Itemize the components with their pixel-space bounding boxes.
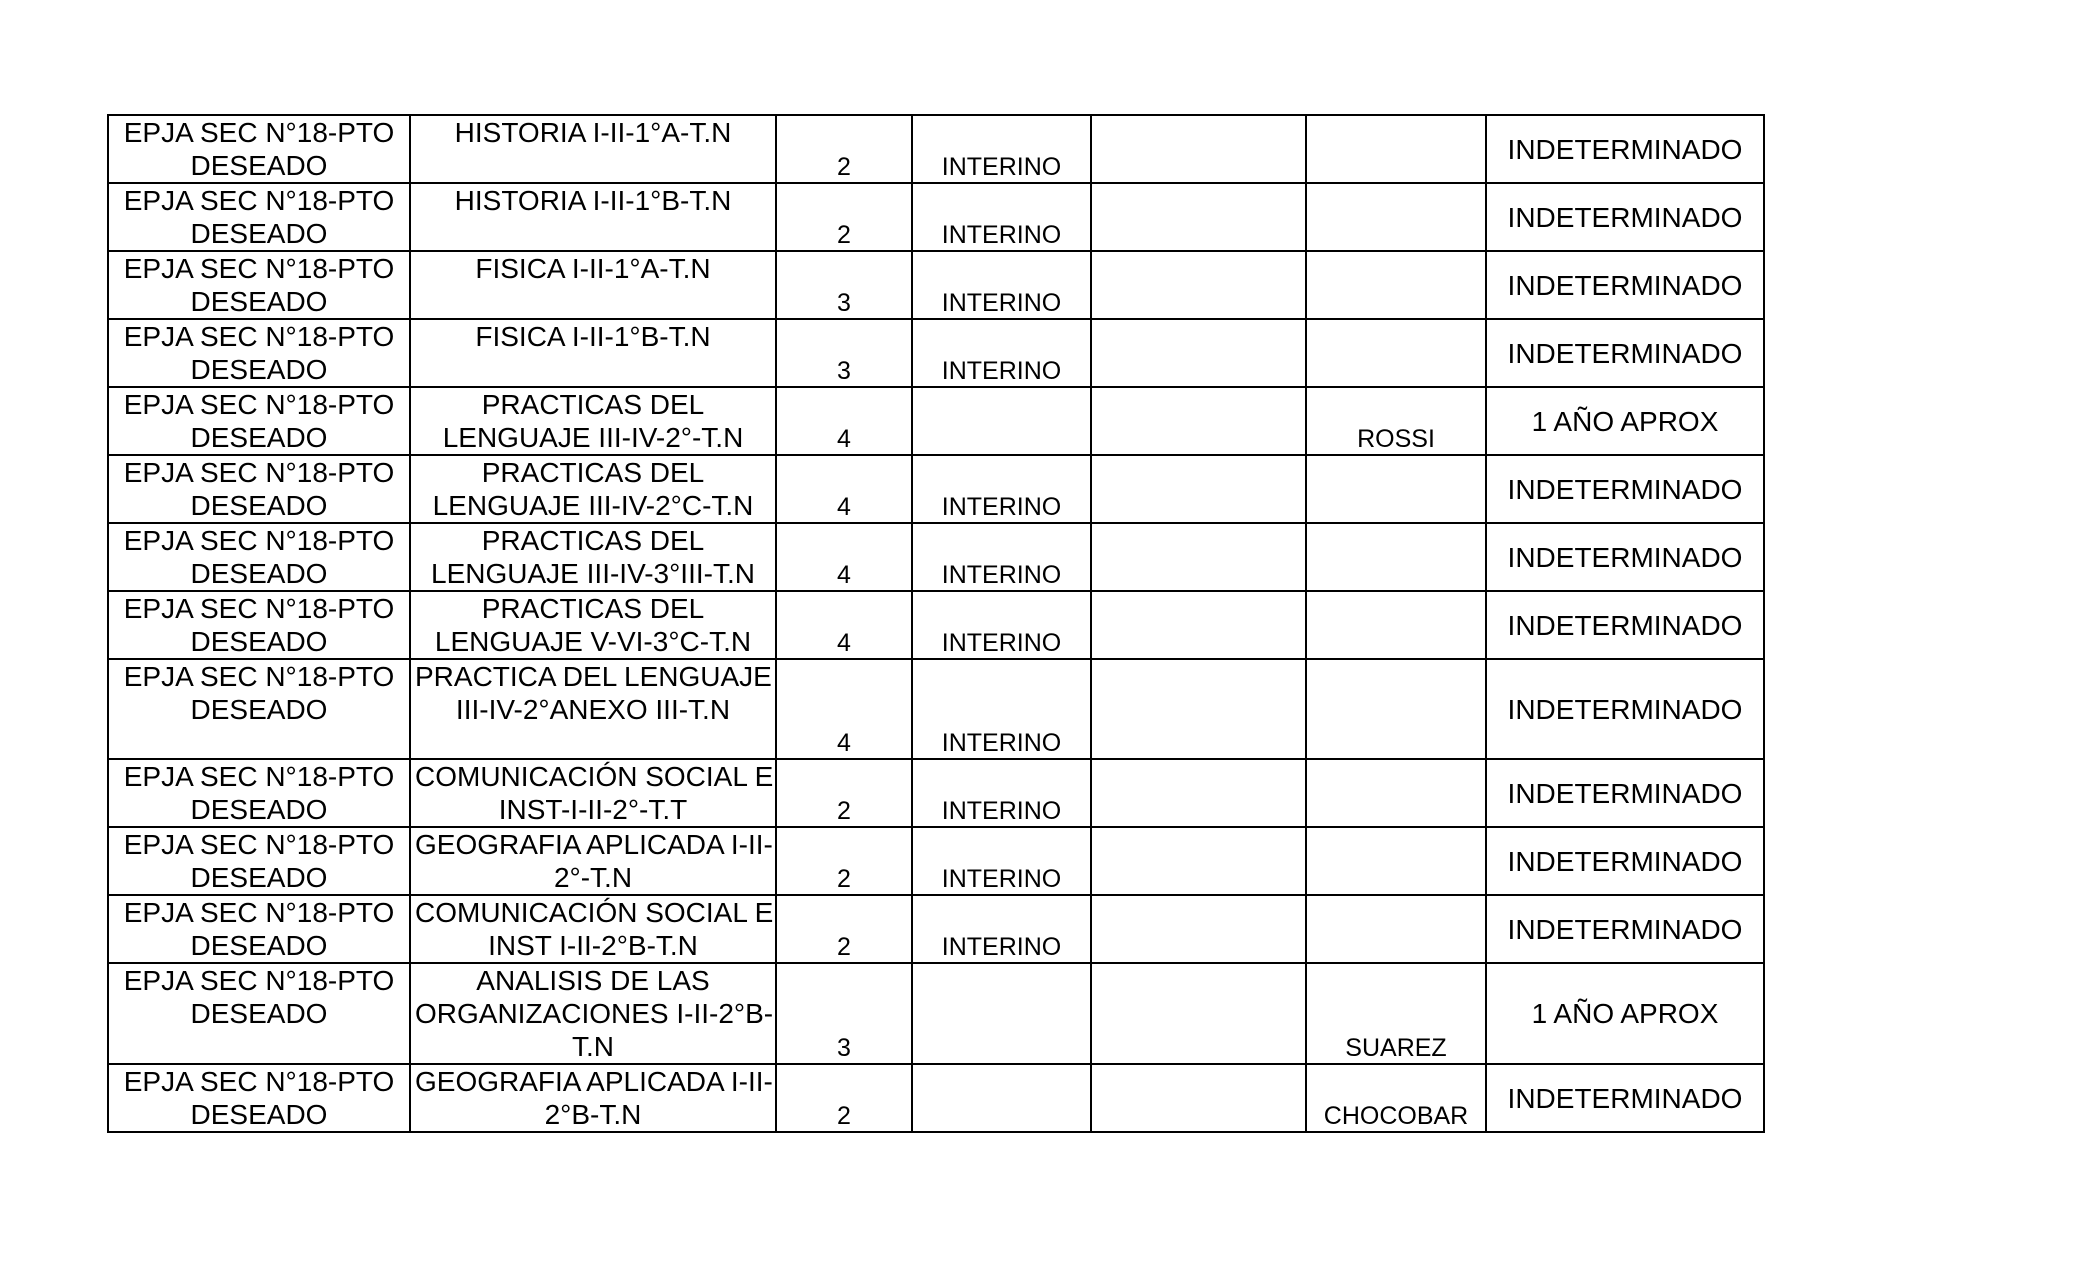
status-cell: INTERINO — [912, 523, 1091, 591]
teacher-name-cell — [1306, 319, 1486, 387]
subject-line: GEOGRAFIA APLICADA I-II- — [415, 1066, 773, 1097]
hours-cell: 3 — [776, 251, 912, 319]
subject-cell — [410, 251, 776, 319]
duration-cell: INDETERMINADO — [1486, 827, 1764, 895]
blank-cell — [1091, 591, 1306, 659]
school-line: EPJA SEC N°18-PTO — [123, 185, 395, 216]
school-cell — [108, 319, 410, 387]
school-line: EPJA SEC N°18-PTO — [123, 253, 395, 284]
school-cell — [108, 659, 410, 759]
subject-cell — [410, 523, 776, 591]
table-row — [108, 387, 1764, 455]
school-line: DESEADO — [190, 558, 328, 589]
subject-line: GEOGRAFIA APLICADA I-II- — [415, 829, 773, 860]
school-line: DESEADO — [190, 1099, 328, 1130]
school-line: EPJA SEC N°18-PTO — [123, 389, 395, 420]
blank-cell — [1091, 659, 1306, 759]
status-cell: INTERINO — [912, 659, 1091, 759]
teacher-name-cell — [1306, 827, 1486, 895]
school-line: EPJA SEC N°18-PTO — [123, 965, 395, 996]
status-cell: INTERINO — [912, 251, 1091, 319]
duration-cell: INDETERMINADO — [1486, 591, 1764, 659]
subject-line: ANALISIS DE LAS — [476, 965, 710, 996]
hours-cell: 4 — [776, 455, 912, 523]
subject-cell — [410, 963, 776, 1064]
subject-line: 2°-T.N — [553, 862, 633, 893]
subject-line: HISTORIA I-II-1°B-T.N — [454, 185, 732, 216]
school-cell — [108, 963, 410, 1064]
subject-line: LENGUAJE III-IV-2°-T.N — [442, 422, 744, 453]
school-line: EPJA SEC N°18-PTO — [123, 761, 395, 792]
subject-line: III-IV-2°ANEXO III-T.N — [455, 694, 731, 725]
school-line: DESEADO — [190, 490, 328, 521]
subject-line: COMUNICACIÓN SOCIAL E — [415, 761, 774, 792]
school-line: DESEADO — [190, 422, 328, 453]
hours-cell: 2 — [776, 1064, 912, 1132]
school-line: EPJA SEC N°18-PTO — [123, 457, 395, 488]
hours-cell: 4 — [776, 659, 912, 759]
blank-cell — [1091, 759, 1306, 827]
school-line: DESEADO — [190, 998, 328, 1029]
blank-cell — [1091, 523, 1306, 591]
teacher-name-cell — [1306, 183, 1486, 251]
school-cell — [108, 827, 410, 895]
duration-cell: INDETERMINADO — [1486, 759, 1764, 827]
school-line: DESEADO — [190, 626, 328, 657]
school-line: EPJA SEC N°18-PTO — [123, 117, 395, 148]
school-cell — [108, 387, 410, 455]
school-cell — [108, 759, 410, 827]
school-cell — [108, 455, 410, 523]
hours-cell: 2 — [776, 115, 912, 183]
duration-cell: INDETERMINADO — [1486, 895, 1764, 963]
duration-cell: INDETERMINADO — [1486, 523, 1764, 591]
school-line: DESEADO — [190, 694, 328, 725]
vacancies-table — [107, 114, 1765, 1133]
hours-cell: 3 — [776, 319, 912, 387]
subject-cell — [410, 659, 776, 759]
hours-cell: 2 — [776, 827, 912, 895]
blank-cell — [1091, 963, 1306, 1064]
blank-cell — [1091, 183, 1306, 251]
duration-cell: INDETERMINADO — [1486, 659, 1764, 759]
school-line: EPJA SEC N°18-PTO — [123, 1066, 395, 1097]
status-cell: INTERINO — [912, 827, 1091, 895]
status-cell — [912, 1064, 1091, 1132]
duration-cell: INDETERMINADO — [1486, 319, 1764, 387]
school-cell — [108, 183, 410, 251]
blank-cell — [1091, 319, 1306, 387]
duration-cell: 1 AÑO APROX — [1486, 387, 1764, 455]
teacher-name-cell: CHOCOBAR — [1306, 1064, 1486, 1132]
status-cell: INTERINO — [912, 115, 1091, 183]
status-cell: INTERINO — [912, 895, 1091, 963]
subject-line: PRACTICAS DEL — [481, 457, 705, 488]
subject-line: PRACTICAS DEL — [481, 525, 705, 556]
school-line: DESEADO — [190, 354, 328, 385]
subject-cell — [410, 591, 776, 659]
blank-cell — [1091, 895, 1306, 963]
duration-cell: 1 AÑO APROX — [1486, 963, 1764, 1064]
subject-line: LENGUAJE V-VI-3°C-T.N — [434, 626, 752, 657]
school-line: DESEADO — [190, 218, 328, 249]
status-cell: INTERINO — [912, 319, 1091, 387]
status-cell: INTERINO — [912, 183, 1091, 251]
hours-cell: 4 — [776, 591, 912, 659]
table-row — [108, 659, 1764, 759]
blank-cell — [1091, 1064, 1306, 1132]
table-row — [108, 591, 1764, 659]
blank-cell — [1091, 251, 1306, 319]
school-line: EPJA SEC N°18-PTO — [123, 593, 395, 624]
teacher-name-cell: ROSSI — [1306, 387, 1486, 455]
school-line: EPJA SEC N°18-PTO — [123, 661, 395, 692]
subject-line: T.N — [572, 1031, 614, 1062]
table-row — [108, 963, 1764, 1064]
school-line: EPJA SEC N°18-PTO — [123, 897, 395, 928]
subject-line: PRACTICAS DEL — [481, 593, 705, 624]
school-line: EPJA SEC N°18-PTO — [123, 321, 395, 352]
subject-line: 2°B-T.N — [544, 1099, 642, 1130]
school-line: DESEADO — [190, 150, 328, 181]
teacher-name-cell — [1306, 759, 1486, 827]
hours-cell: 2 — [776, 759, 912, 827]
blank-cell — [1091, 455, 1306, 523]
duration-cell: INDETERMINADO — [1486, 115, 1764, 183]
school-line: DESEADO — [190, 862, 328, 893]
duration-cell: INDETERMINADO — [1486, 183, 1764, 251]
teacher-name-cell — [1306, 523, 1486, 591]
blank-cell — [1091, 115, 1306, 183]
teacher-name-cell — [1306, 895, 1486, 963]
subject-line: HISTORIA I-II-1°A-T.N — [454, 117, 732, 148]
teacher-name-cell: SUAREZ — [1306, 963, 1486, 1064]
subject-cell — [410, 319, 776, 387]
school-cell — [108, 591, 410, 659]
subject-line: INST-I-II-2°-T.T — [498, 794, 688, 825]
subject-cell — [410, 827, 776, 895]
hours-cell: 2 — [776, 183, 912, 251]
subject-line: PRACTICAS DEL — [481, 389, 705, 420]
subject-cell — [410, 759, 776, 827]
table-row — [108, 455, 1764, 523]
subject-cell — [410, 387, 776, 455]
school-cell — [108, 251, 410, 319]
status-cell: INTERINO — [912, 759, 1091, 827]
subject-cell — [410, 1064, 776, 1132]
subject-line: ORGANIZACIONES I-II-2°B- — [415, 998, 774, 1029]
school-line: EPJA SEC N°18-PTO — [123, 829, 395, 860]
school-line: EPJA SEC N°18-PTO — [123, 525, 395, 556]
subject-line: COMUNICACIÓN SOCIAL E — [415, 897, 774, 928]
status-cell: INTERINO — [912, 591, 1091, 659]
duration-cell: INDETERMINADO — [1486, 455, 1764, 523]
table-row — [108, 115, 1764, 183]
status-cell — [912, 963, 1091, 1064]
hours-cell: 2 — [776, 895, 912, 963]
hours-cell: 3 — [776, 963, 912, 1064]
subject-cell — [410, 183, 776, 251]
table-row — [108, 759, 1764, 827]
table-row — [108, 319, 1764, 387]
table-row — [108, 895, 1764, 963]
duration-cell: INDETERMINADO — [1486, 251, 1764, 319]
table-row — [108, 183, 1764, 251]
teacher-name-cell — [1306, 115, 1486, 183]
subject-line: PRACTICA DEL LENGUAJE — [415, 661, 772, 692]
subject-cell — [410, 115, 776, 183]
school-cell — [108, 1064, 410, 1132]
subject-line: FISICA I-II-1°B-T.N — [475, 321, 711, 352]
teacher-name-cell — [1306, 659, 1486, 759]
subject-cell — [410, 895, 776, 963]
hours-cell: 4 — [776, 387, 912, 455]
table-row — [108, 827, 1764, 895]
teacher-name-cell — [1306, 591, 1486, 659]
status-cell — [912, 387, 1091, 455]
subject-line: LENGUAJE III-IV-2°C-T.N — [432, 490, 754, 521]
subject-line: INST I-II-2°B-T.N — [488, 930, 698, 961]
teacher-name-cell — [1306, 251, 1486, 319]
subject-cell — [410, 455, 776, 523]
table-row — [108, 523, 1764, 591]
subject-line: FISICA I-II-1°A-T.N — [475, 253, 711, 284]
school-cell — [108, 523, 410, 591]
school-line: DESEADO — [190, 794, 328, 825]
school-cell — [108, 895, 410, 963]
teacher-name-cell — [1306, 455, 1486, 523]
table-row — [108, 251, 1764, 319]
school-line: DESEADO — [190, 286, 328, 317]
table-body — [108, 115, 1764, 1132]
school-cell — [108, 115, 410, 183]
duration-cell: INDETERMINADO — [1486, 1064, 1764, 1132]
status-cell: INTERINO — [912, 455, 1091, 523]
blank-cell — [1091, 827, 1306, 895]
blank-cell — [1091, 387, 1306, 455]
school-line: DESEADO — [190, 930, 328, 961]
hours-cell: 4 — [776, 523, 912, 591]
table-row — [108, 1064, 1764, 1132]
subject-line: LENGUAJE III-IV-3°III-T.N — [431, 558, 755, 589]
